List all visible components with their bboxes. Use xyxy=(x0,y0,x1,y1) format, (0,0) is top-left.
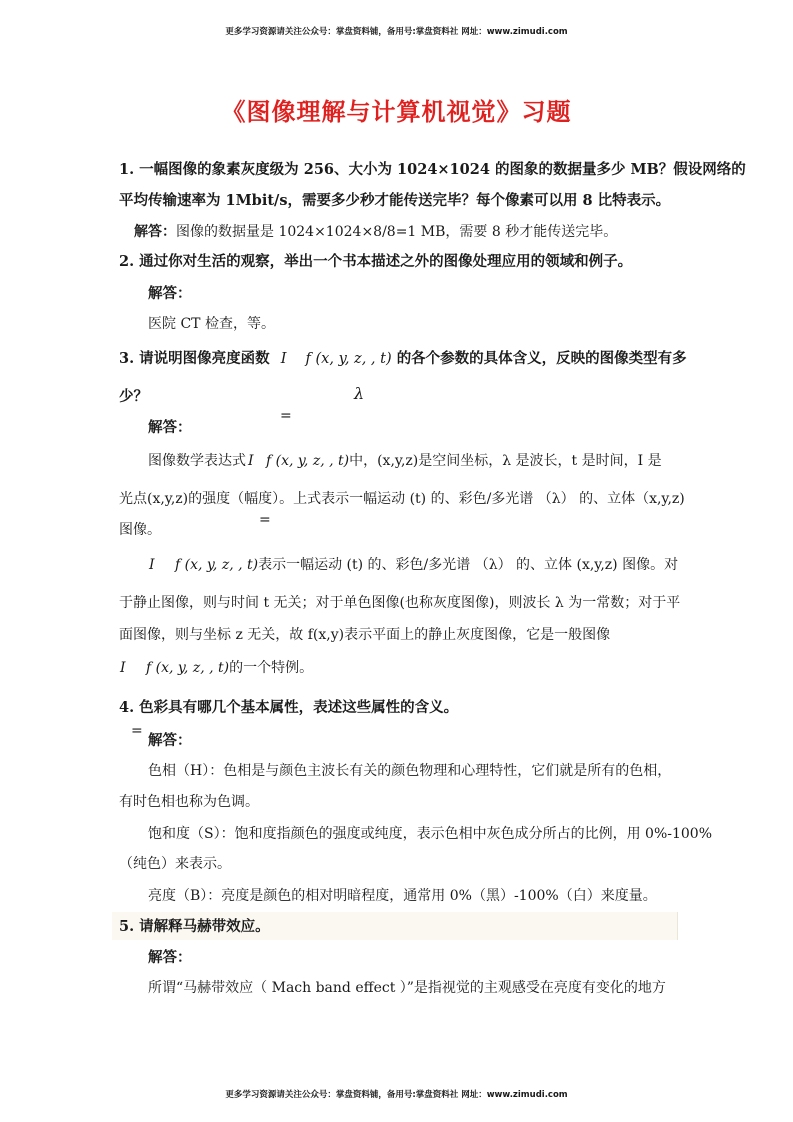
q4-saturation-line2: （纯色）来表示。 xyxy=(119,856,231,872)
q3-p2: 光点(x,y,z)的强度（幅度）。上式表示一幅运动 (t) 的、彩色/多光谱 （λ） 的、立体（x,y,z) xyxy=(119,491,685,507)
q3-line1 xyxy=(119,347,687,368)
q3-p7-I: I xyxy=(120,660,126,676)
q3-line2: 少？ xyxy=(119,388,148,405)
q1-answer xyxy=(134,221,617,241)
q4-hue-line1: 色相（H）：色相是与颜色主波长有关的颜色物理和心理特性，它们就是所有的色相， xyxy=(148,763,672,779)
equals-sign-3: = xyxy=(131,723,143,739)
q3-p5: 于静止图像，则与时间 t 无关；对于单色图像(也称灰度图像)，则波长 λ 为一常数；对于平 xyxy=(119,595,681,611)
q3-p4 xyxy=(149,554,678,574)
q4-line1: 4. 色彩具有哪几个基本属性，表述这些属性的含义。 xyxy=(119,699,459,716)
q1-line2: 平均传输速率为 1Mbit/s，需要多少秒才能传送完毕？每个像素可以用 8 比特表示。 xyxy=(119,192,671,209)
q4-brightness: 亮度（B）：亮度是颜色的相对明暗程度，通常用 0%（黑）-100%（白）来度量。 xyxy=(148,888,657,904)
q3-p7-func: f (x, y, z, , t) xyxy=(145,660,230,676)
q5-answer-text: 所谓“马赫带效应（ Mach band effect ）”是指视觉的主观感受在亮度有变化的地方 xyxy=(148,980,666,996)
q3-p1-func: f (x, y, z, , t) xyxy=(265,453,350,469)
q3-p3: 图像。 xyxy=(119,522,161,538)
q4-answer-label: 解答： xyxy=(148,732,192,749)
q3-p1-I: I xyxy=(248,453,254,469)
q3-p1-pre: 图像数学表达式 xyxy=(148,453,246,469)
q3-p4-post: 表示一幅运动 (t) 的、彩色/多光谱 （λ） 的、立体 (x,y,z) 图像。对 xyxy=(258,557,679,573)
q3-p6: 面图像，则与坐标 z 无关，故 f(x,y)表示平面上的静止灰度图像，它是一般图像 xyxy=(119,627,611,643)
q5-answer-label: 解答： xyxy=(148,949,192,966)
document-title: 《图像理解与计算机视觉》习题 xyxy=(221,97,572,126)
q4-saturation-line1: 饱和度（S）：饱和度指颜色的强度或纯度，表示色相中灰色成分所占的比例，用 0%-100% xyxy=(148,826,713,842)
q3-p4-I: I xyxy=(149,557,155,573)
q3-line1-post: 的各个参数的具体含义，反映的图像类型有多 xyxy=(396,350,687,367)
q3-line1-func: f (x, y, z, , t) xyxy=(305,351,392,367)
q2-answer-label: 解答： xyxy=(148,285,192,302)
q5-line1: 5. 请解释马赫带效应。 xyxy=(119,918,270,935)
q3-line1-pre: 3. 请说明图像亮度函数 xyxy=(119,350,270,367)
q3-p4-func: f (x, y, z, , t) xyxy=(174,557,259,573)
q3-p1 xyxy=(148,450,662,470)
q2-line1: 2. 通过你对生活的观察，举出一个书本描述之外的图像处理应用的领域和例子。 xyxy=(119,253,633,270)
equals-sign-2: = xyxy=(259,512,271,528)
q3-line1-I: I xyxy=(280,351,287,367)
q1-line1: 1. 一幅图像的象素灰度级为 256、大小为 1024×1024 的图象的数据量多少 MB？假设网络的 xyxy=(119,161,746,178)
page-footer: 更多学习资源请关注公众号：掌盘资料铺，备用号:掌盘资料社 网址：www.zimudi.com xyxy=(225,1090,568,1100)
q1-answer-label: 解答： xyxy=(134,224,176,240)
equals-sign: = xyxy=(280,408,292,424)
lambda-symbol: λ xyxy=(354,384,365,403)
page-header: 更多学习资源请关注公众号：掌盘资料铺，备用号:掌盘资料社 网址：www.zimudi.com xyxy=(225,27,568,37)
q2-answer-text: 医院 CT 检查，等。 xyxy=(148,316,275,332)
q3-p1-post: 中，(x,y,z)是空间坐标，λ 是波长，t 是时间，I 是 xyxy=(349,453,662,469)
q1-answer-text: 图像的数据量是 1024×1024×8/8=1 MB，需要 8 秒才能传送完毕。 xyxy=(176,224,618,240)
q3-answer-label: 解答： xyxy=(148,419,192,436)
q4-hue-line2: 有时色相也称为色调。 xyxy=(119,794,259,810)
q3-p7-post: 的一个特例。 xyxy=(229,660,314,676)
q3-p7 xyxy=(120,657,313,677)
